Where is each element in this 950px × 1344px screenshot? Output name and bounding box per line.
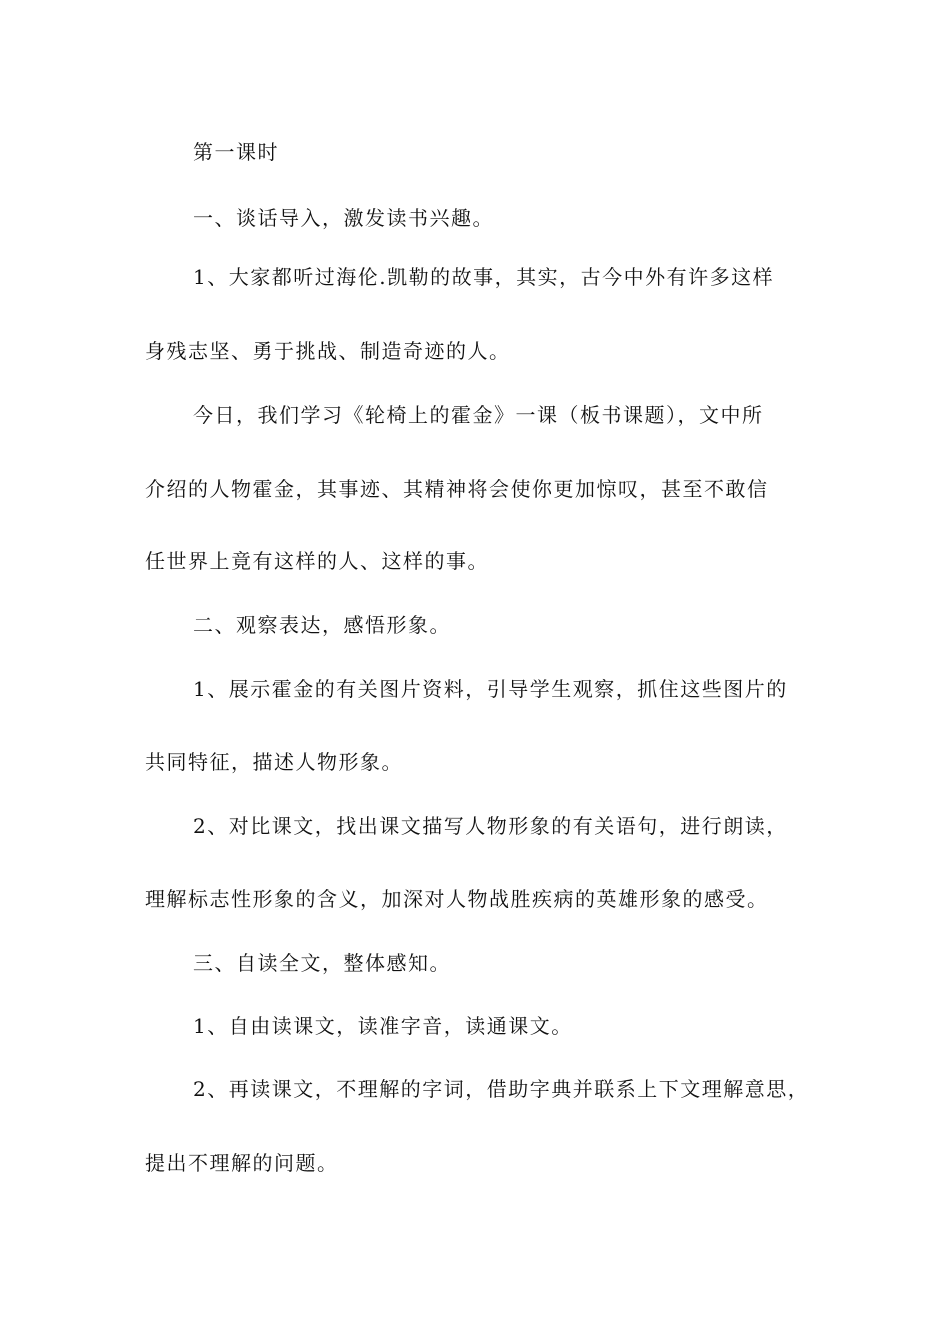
section-heading-2: 二、观察表达，感悟形象。 [193,613,451,637]
paragraph-line: 理解标志性形象的含义，加深对人物战胜疾病的英雄形象的感受。 [145,887,769,911]
paragraph-line: 1、大家都听过海伦.凯勒的故事，其实，古今中外有许多这样 [193,265,775,289]
paragraph-line: 任世界上竟有这样的人、这样的事。 [145,549,489,573]
paragraph-line: 共同特征，描述人物形象。 [145,750,403,774]
paragraph-line: 身残志坚、勇于挑战、制造奇迹的人。 [145,339,511,363]
paragraph-line: 2、对比课文，找出课文描写人物形象的有关语句，进行朗读， [193,814,788,838]
paragraph-line: 提出不理解的问题。 [145,1151,339,1175]
paragraph-line: 今日，我们学习《轮椅上的霍金》一课（板书课题），文中所 [193,403,764,427]
paragraph-line: 2、再读课文，不理解的字词，借助字典并联系上下文理解意思， [193,1077,810,1101]
paragraph-line: 1、展示霍金的有关图片资料，引导学生观察，抓住这些图片的 [193,677,788,701]
section-heading-1: 一、谈话导入，激发读书兴趣。 [193,206,494,230]
section-heading-3: 三、自读全文，整体感知。 [193,951,451,975]
paragraph-line: 1、自由读课文，读准字音，读通课文。 [193,1014,573,1038]
paragraph-line: 介绍的人物霍金，其事迹、其精神将会使你更加惊叹，甚至不敢信 [145,477,769,501]
lesson-heading: 第一课时 [193,140,279,164]
